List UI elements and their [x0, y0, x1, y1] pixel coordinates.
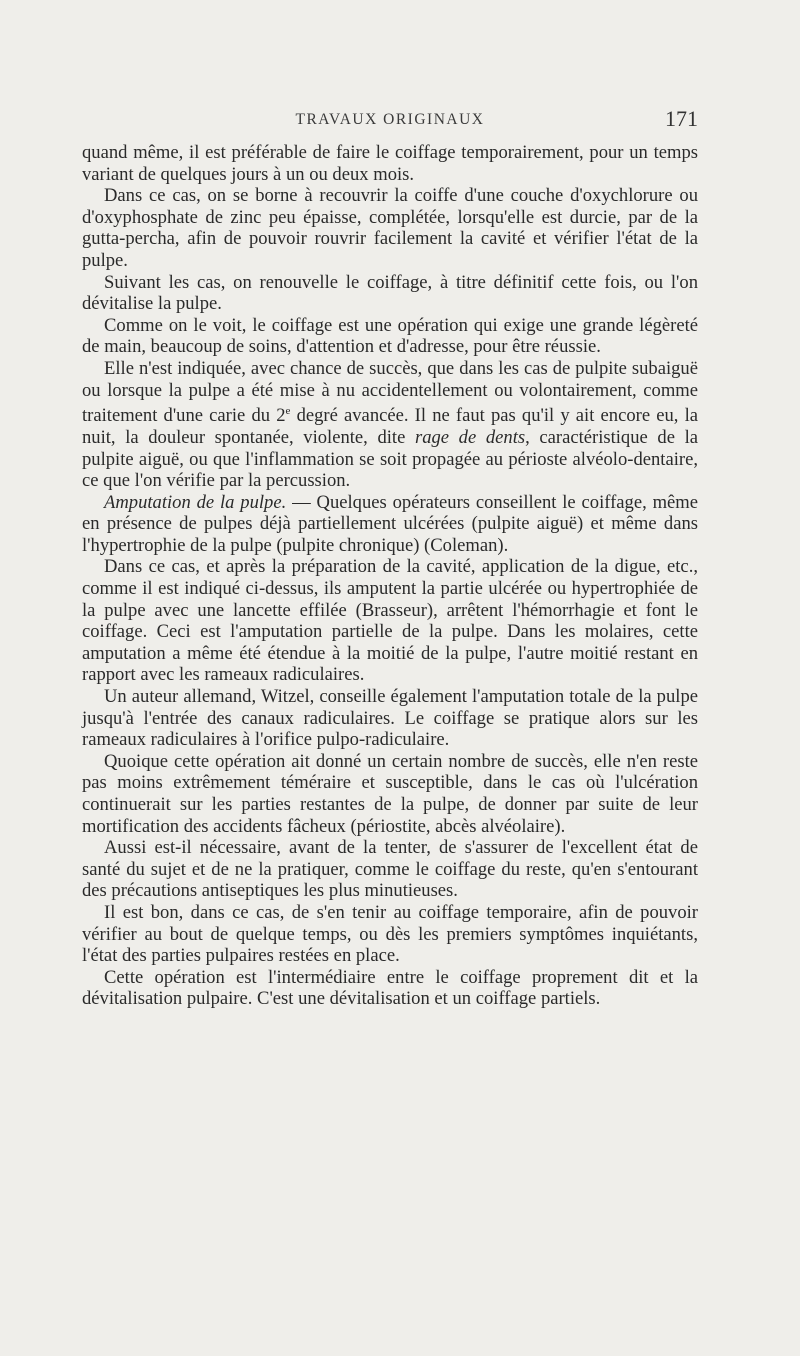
paragraph-1: quand même, il est préférable de faire le coiffage temporairement, pour un temps variant de quelques jours à un ou deux mois.: [82, 142, 698, 185]
running-title: TRAVAUX ORIGINAUX: [295, 111, 485, 128]
page-number: 171: [665, 106, 698, 131]
paragraph-5-text-a: Elle n'est indiquée, avec chance de succès, que dans les cas de pulpite subaiguë ou lorsque la pulpe a été mise à nu accidentellement ou volontairement, comme traitement d'une carie du 2: [82, 357, 698, 427]
paragraph-6-text: — Quelques opérateurs conseillent le coiffage, même en présence de pulpes déjà partiellement ulcérées (pulpite aiguë) et même dans l'hypertrophie de la pulpe (pulpite chronique) (Coleman).: [82, 491, 699, 556]
paragraph-6: [82, 492, 698, 557]
page-header: [82, 106, 698, 136]
section-heading-amputation: Amputation de la pulpe.: [104, 491, 287, 513]
paragraph-10: Aussi est-il nécessaire, avant de la tenter, de s'assurer de l'excellent état de santé du sujet et de ne la pratiquer, comme le coiffage du reste, qu'en s'entourant des précautions antiseptiques les plus minutieuses.: [82, 837, 698, 902]
paragraph-12: Cette opération est l'intermédiaire entre le coiffage proprement dit et la dévitalisation pulpaire. C'est une dévitalisation et un coiffage partiels.: [82, 966, 698, 1010]
paragraph-9: Quoique cette opération ait donné un certain nombre de succès, elle n'en reste pas moins extrêmement téméraire et susceptible, dans le cas où l'ulcération continuerait sur les parties restantes de la pulpe, de donner par suite de leur mortification des accidents fâcheux (périostite, abcès alvéolaire).: [82, 750, 698, 837]
paragraph-11: Il est bon, dans ce cas, de s'en tenir au coiffage temporaire, afin de pouvoir vérifier au bout de quelque temps, ou dès les premiers symptômes inquiétants, l'état des parties pulpaires restées en place.: [82, 901, 698, 967]
paragraph-8: Un auteur allemand, Witzel, conseille également l'amputation totale de la pulpe jusqu'à l'entrée des canaux radiculaires. Le coiffage se pratique alors sur les rameaux radiculaires à l'orifice pulpo-radiculaire.: [82, 686, 698, 751]
degree-superscript: e: [285, 405, 291, 418]
paragraph-4: Comme on le voit, le coiffage est une opération qui exige une grande légèreté de main, beaucoup de soins, d'attention et d'adresse, pour être réussie.: [82, 314, 698, 358]
paragraph-3: Suivant les cas, on renouvelle le coiffage, à titre définitif cette fois, ou l'on dévitalise la pulpe.: [82, 271, 698, 315]
body-text: [82, 142, 698, 1010]
paragraph-5-text-b: degré avancée. Il ne faut pas qu'il y ait encore eu, la nuit, la douleur spontanée, violente, dite: [82, 405, 699, 448]
paragraph-5-text-c: , caractéristique de la pulpite aiguë, ou que l'inflammation se soit propagée au périoste alvéolo-dentaire, ce que l'on vérifie par la percussion.: [82, 426, 698, 492]
paragraph-5: [82, 358, 698, 492]
paragraph-2: Dans ce cas, on se borne à recouvrir la coiffe d'une couche d'oxychlorure ou d'oxyphosphate de zinc peu épaisse, complétée, lorsqu'elle est durcie, par de la gutta-percha, afin de pouvoir rouvrir facilement la cavité et vérifier l'état de la pulpe.: [82, 185, 698, 271]
paragraph-7: Dans ce cas, et après la préparation de la cavité, application de la digue, etc., comme il est indiqué ci-dessus, ils amputent la partie ulcérée ou hypertrophiée de la pulpe avec une lancette effilée (Brasseur), arrêtent l'hémorrhagie et font le coiffage. Ceci est l'amputation partielle de la pulpe. Dans les molaires, cette amputation a même été étendue à la moitié de la pulpe, l'autre moitié restant en rapport avec les rameaux radiculaires.: [82, 556, 698, 686]
rage-de-dents-italic: rage de dents: [414, 426, 526, 448]
